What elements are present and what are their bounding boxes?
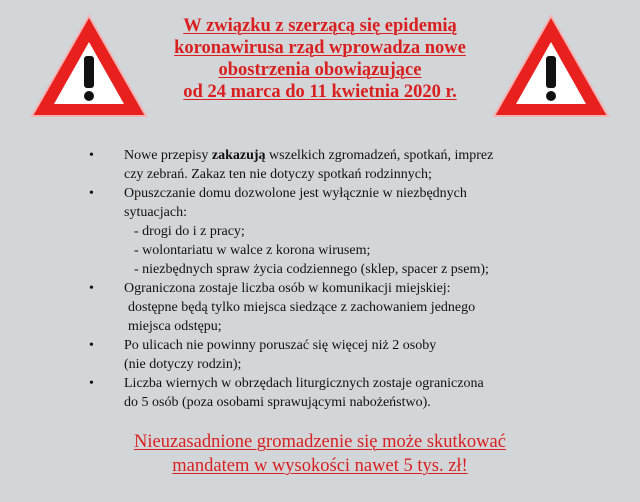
restrictions-list [78,146,558,412]
headline [145,15,495,103]
text-segment: wszelkich zgromadzeń, spotkań, imprez [265,148,494,163]
item-line: Po ulicach nie powinny poruszać się więcej niż 2 osoby [124,338,437,353]
list-item [78,336,558,374]
headline-line: obostrzenia obowiązujące [218,60,422,80]
item-subline: - drogi do i z pracy; [134,224,245,239]
warning-triangle-icon [490,12,612,122]
warning-triangle-icon [28,12,150,122]
fine-warning [80,430,560,478]
item-line: Liczba wiernych w obrzędach liturgicznych zostaje ograniczona [124,376,484,391]
bold-text: zakazują [211,148,266,163]
item-subline: - wolontariatu w walce z korona wirusem; [134,243,371,258]
text-segment: Nowe przepisy [124,148,212,163]
item-line: miejsca odstępu; [128,319,222,334]
bullet: • [89,186,94,201]
item-line: Opuszczanie domu dozwolone jest wyłącznie w niezbędnych [124,186,467,201]
item-line: (nie dotyczy rodzin); [124,357,242,372]
item-line: sytuacjach: [124,205,187,220]
list-item [78,279,558,336]
bullet: • [89,376,94,391]
bullet: • [89,281,94,296]
item-line: Ograniczona zostaje liczba osób w komunikacji miejskiej: [124,281,451,296]
headline-line: koronawirusa rząd wprowadza nowe [174,38,466,58]
list-item [78,146,558,184]
bullet: • [89,148,94,163]
item-line: czy zebrań. Zakaz ten nie dotyczy spotkań rodzinnych; [124,167,432,182]
item-line [124,146,558,165]
footer-line: mandatem w wysokości nawet 5 tys. zł! [172,456,468,476]
list-item [78,374,558,412]
list-item [78,184,558,279]
footer-line: Nieuzasadnione gromadzenie się może skutkować [134,432,506,452]
headline-line: od 24 marca do 11 kwietnia 2020 r. [183,82,457,102]
item-subline: - niezbędnych spraw życia codziennego (sklep, spacer z psem); [134,262,489,277]
item-line: do 5 osób (poza osobami sprawującymi nabożeństwo). [124,395,431,410]
headline-line: W związku z szerzącą się epidemią [183,16,457,36]
bullet: • [89,338,94,353]
item-line: dostępne będą tylko miejsca siedzące z zachowaniem jednego [128,300,476,315]
